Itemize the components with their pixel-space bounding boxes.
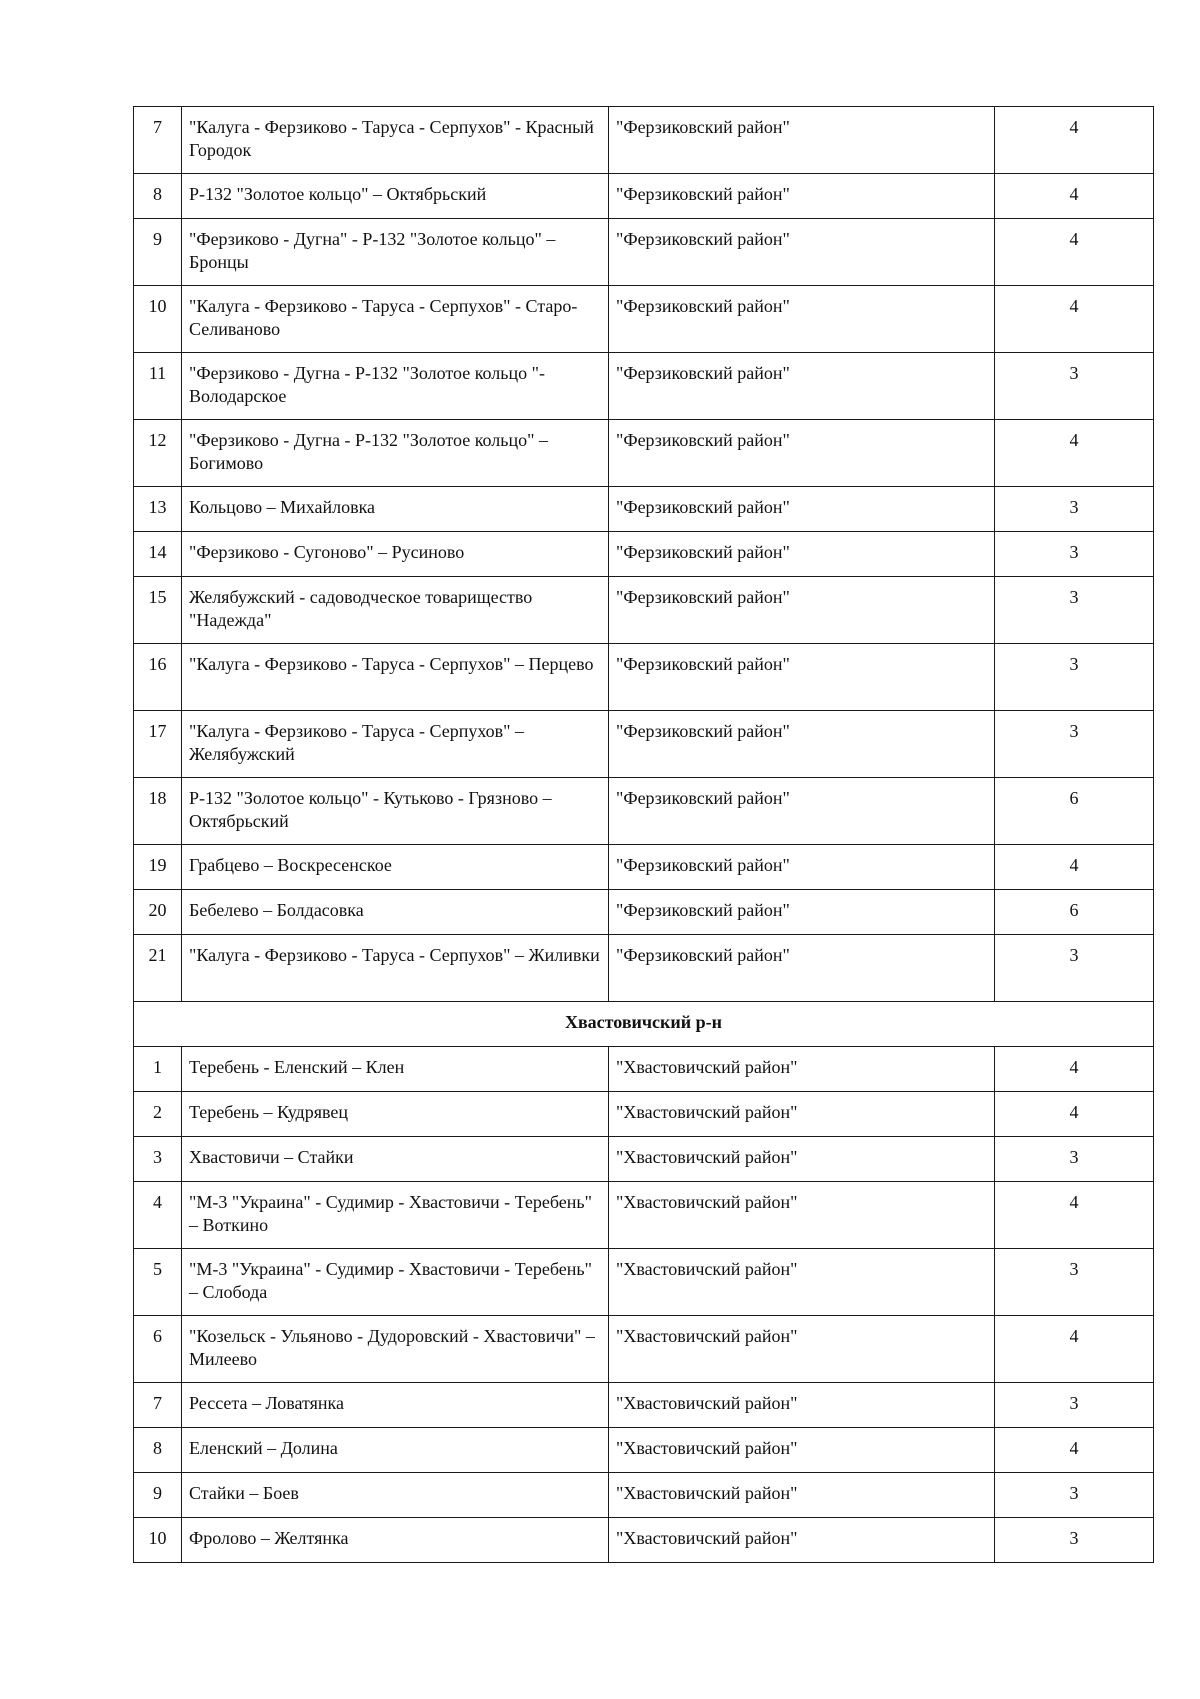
row-number: 12 xyxy=(134,420,182,487)
district-name: "Хвастовичский район" xyxy=(609,1428,995,1473)
district-name: "Ферзиковский район" xyxy=(609,219,995,286)
table-row xyxy=(134,174,1154,219)
road-value: 4 xyxy=(995,219,1154,286)
road-name: Еленский – Долина xyxy=(182,1428,609,1473)
district-name: "Ферзиковский район" xyxy=(609,420,995,487)
road-name: Р-132 "Золотое кольцо" – Октябрьский xyxy=(182,174,609,219)
district-name: "Ферзиковский район" xyxy=(609,107,995,174)
row-number: 7 xyxy=(134,1383,182,1428)
document-page xyxy=(133,106,1153,1563)
district-name: "Ферзиковский район" xyxy=(609,778,995,845)
road-name: "Калуга - Ферзиково - Таруса - Серпухов" - Красный Городок xyxy=(182,107,609,174)
table-row xyxy=(134,1249,1154,1316)
road-value: 4 xyxy=(995,1428,1154,1473)
district-name: "Ферзиковский район" xyxy=(609,487,995,532)
row-number: 11 xyxy=(134,353,182,420)
roads-table xyxy=(133,106,1154,1563)
table-row xyxy=(134,532,1154,577)
row-number: 4 xyxy=(134,1182,182,1249)
row-number: 10 xyxy=(134,286,182,353)
road-name: "М-3 "Украина" - Судимир - Хвастовичи - Теребень" – Воткино xyxy=(182,1182,609,1249)
road-name: "Ферзиково - Дугна - Р-132 "Золотое кольцо" – Богимово xyxy=(182,420,609,487)
table-row xyxy=(134,1047,1154,1092)
road-name: "Калуга - Ферзиково - Таруса - Серпухов" – Перцево xyxy=(182,644,609,711)
road-value: 4 xyxy=(995,107,1154,174)
row-number: 15 xyxy=(134,577,182,644)
row-number: 9 xyxy=(134,219,182,286)
district-name: "Хвастовичский район" xyxy=(609,1092,995,1137)
road-name: Фролово – Желтянка xyxy=(182,1518,609,1563)
road-value: 4 xyxy=(995,174,1154,219)
district-name: "Хвастовичский район" xyxy=(609,1316,995,1383)
row-number: 19 xyxy=(134,845,182,890)
row-number: 8 xyxy=(134,1428,182,1473)
row-number: 5 xyxy=(134,1249,182,1316)
row-number: 6 xyxy=(134,1316,182,1383)
district-name: "Ферзиковский район" xyxy=(609,845,995,890)
table-row xyxy=(134,219,1154,286)
road-name: "Ферзиково - Дугна" - Р-132 "Золотое кольцо" – Бронцы xyxy=(182,219,609,286)
table-row xyxy=(134,890,1154,935)
road-name: "Ферзиково - Сугоново" – Русиново xyxy=(182,532,609,577)
district-name: "Ферзиковский район" xyxy=(609,935,995,1002)
table-row xyxy=(134,1182,1154,1249)
road-value: 3 xyxy=(995,644,1154,711)
table-row xyxy=(134,577,1154,644)
road-name: Теребень - Еленский – Клен xyxy=(182,1047,609,1092)
road-value: 4 xyxy=(995,1047,1154,1092)
section-header-row xyxy=(134,1002,1154,1047)
district-name: "Хвастовичский район" xyxy=(609,1473,995,1518)
roads-table-body xyxy=(134,107,1154,1563)
table-row xyxy=(134,1518,1154,1563)
table-row xyxy=(134,107,1154,174)
row-number: 16 xyxy=(134,644,182,711)
row-number: 1 xyxy=(134,1047,182,1092)
table-row xyxy=(134,845,1154,890)
road-value: 3 xyxy=(995,577,1154,644)
row-number: 7 xyxy=(134,107,182,174)
district-name: "Ферзиковский район" xyxy=(609,890,995,935)
district-name: "Хвастовичский район" xyxy=(609,1518,995,1563)
road-value: 3 xyxy=(995,935,1154,1002)
road-name: Кольцово – Михайловка xyxy=(182,487,609,532)
table-row xyxy=(134,1473,1154,1518)
road-name: "М-3 "Украина" - Судимир - Хвастовичи - Теребень" – Слобода xyxy=(182,1249,609,1316)
road-value: 4 xyxy=(995,420,1154,487)
row-number: 20 xyxy=(134,890,182,935)
row-number: 2 xyxy=(134,1092,182,1137)
row-number: 18 xyxy=(134,778,182,845)
road-value: 3 xyxy=(995,1383,1154,1428)
row-number: 14 xyxy=(134,532,182,577)
road-value: 3 xyxy=(995,353,1154,420)
table-row xyxy=(134,1316,1154,1383)
road-value: 3 xyxy=(995,711,1154,778)
road-value: 4 xyxy=(995,286,1154,353)
table-row xyxy=(134,1383,1154,1428)
table-row xyxy=(134,644,1154,711)
road-value: 6 xyxy=(995,890,1154,935)
road-name: Хвастовичи – Стайки xyxy=(182,1137,609,1182)
table-row xyxy=(134,1428,1154,1473)
district-name: "Хвастовичский район" xyxy=(609,1047,995,1092)
district-name: "Ферзиковский район" xyxy=(609,532,995,577)
road-name: "Козельск - Ульяново - Дудоровский - Хвастовичи" – Милеево xyxy=(182,1316,609,1383)
road-name: "Ферзиково - Дугна - Р-132 "Золотое кольцо "- Володарское xyxy=(182,353,609,420)
road-name: Стайки – Боев xyxy=(182,1473,609,1518)
table-row xyxy=(134,1137,1154,1182)
table-row xyxy=(134,711,1154,778)
table-row xyxy=(134,420,1154,487)
row-number: 10 xyxy=(134,1518,182,1563)
road-name: "Калуга - Ферзиково - Таруса - Серпухов" - Старо-Селиваново xyxy=(182,286,609,353)
road-value: 3 xyxy=(995,532,1154,577)
road-value: 3 xyxy=(995,487,1154,532)
row-number: 8 xyxy=(134,174,182,219)
road-value: 3 xyxy=(995,1137,1154,1182)
road-value: 4 xyxy=(995,1092,1154,1137)
road-value: 4 xyxy=(995,845,1154,890)
district-name: "Ферзиковский район" xyxy=(609,711,995,778)
road-name: Теребень – Кудрявец xyxy=(182,1092,609,1137)
row-number: 3 xyxy=(134,1137,182,1182)
row-number: 21 xyxy=(134,935,182,1002)
road-name: "Калуга - Ферзиково - Таруса - Серпухов" – Жиливки xyxy=(182,935,609,1002)
road-value: 3 xyxy=(995,1473,1154,1518)
row-number: 9 xyxy=(134,1473,182,1518)
table-row xyxy=(134,286,1154,353)
district-name: "Ферзиковский район" xyxy=(609,286,995,353)
road-value: 3 xyxy=(995,1518,1154,1563)
district-name: "Ферзиковский район" xyxy=(609,644,995,711)
district-name: "Ферзиковский район" xyxy=(609,577,995,644)
section-title: Хвастовичский р-н xyxy=(134,1002,1154,1047)
district-name: "Ферзиковский район" xyxy=(609,353,995,420)
district-name: "Хвастовичский район" xyxy=(609,1249,995,1316)
road-name: Р-132 "Золотое кольцо" - Кутьково - Грязново – Октябрьский xyxy=(182,778,609,845)
road-value: 6 xyxy=(995,778,1154,845)
road-value: 3 xyxy=(995,1249,1154,1316)
district-name: "Ферзиковский район" xyxy=(609,174,995,219)
district-name: "Хвастовичский район" xyxy=(609,1383,995,1428)
road-name: Рессета – Ловатянка xyxy=(182,1383,609,1428)
road-name: Желябужский - садоводческое товарищество "Надежда" xyxy=(182,577,609,644)
row-number: 17 xyxy=(134,711,182,778)
row-number: 13 xyxy=(134,487,182,532)
table-row xyxy=(134,487,1154,532)
district-name: "Хвастовичский район" xyxy=(609,1137,995,1182)
road-name: Грабцево – Воскресенское xyxy=(182,845,609,890)
road-name: "Калуга - Ферзиково - Таруса - Серпухов" – Желябужский xyxy=(182,711,609,778)
district-name: "Хвастовичский район" xyxy=(609,1182,995,1249)
road-name: Бебелево – Болдасовка xyxy=(182,890,609,935)
table-row xyxy=(134,353,1154,420)
table-row xyxy=(134,935,1154,1002)
table-row xyxy=(134,1092,1154,1137)
table-row xyxy=(134,778,1154,845)
road-value: 4 xyxy=(995,1182,1154,1249)
road-value: 4 xyxy=(995,1316,1154,1383)
